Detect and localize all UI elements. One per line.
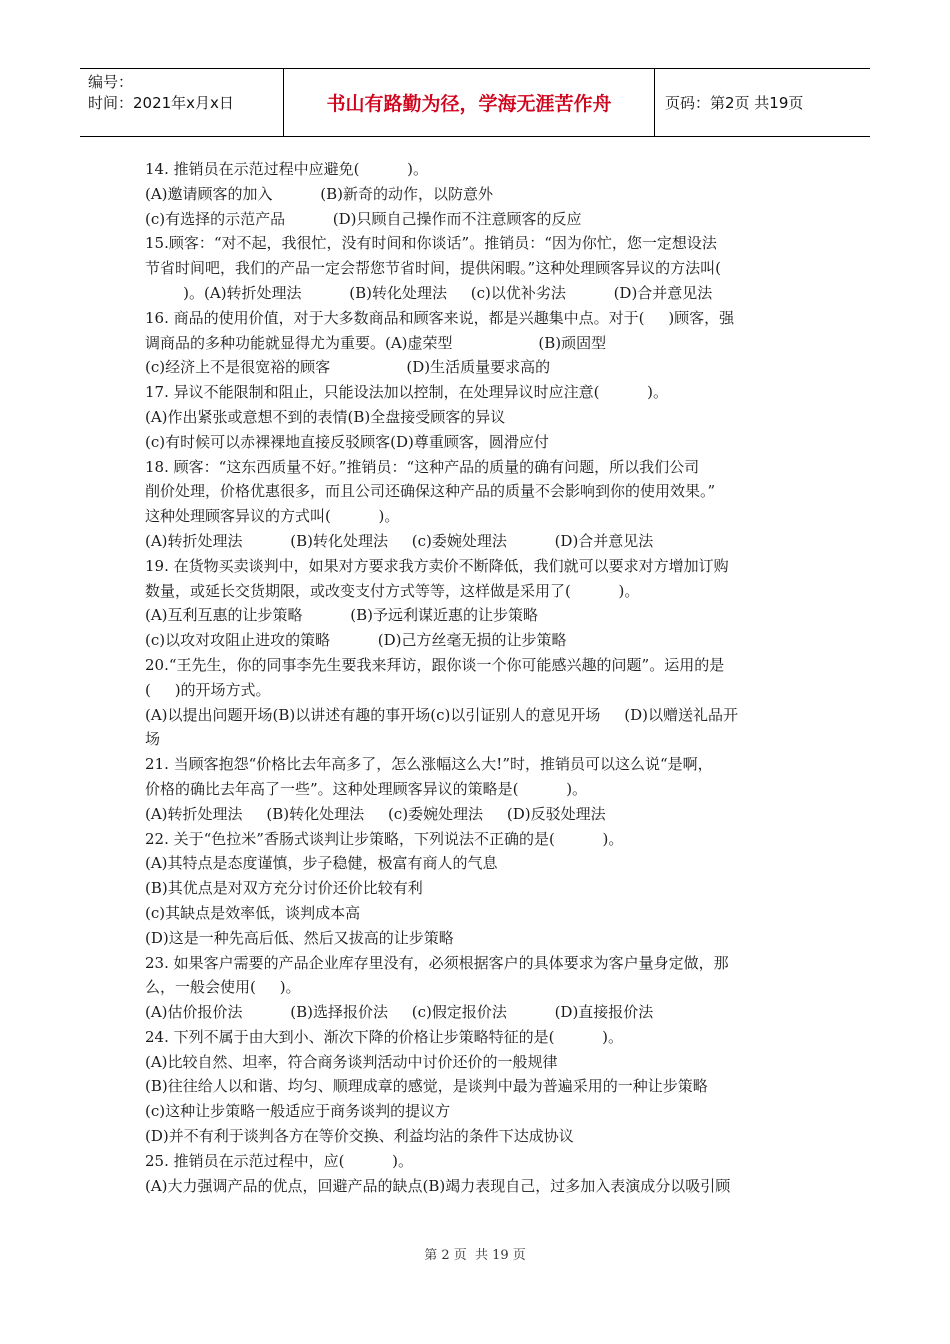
text-line: (D)这是一种先高后低、然后又拔高的让步策略 xyxy=(145,928,454,947)
text-line: 19. 在货物买卖谈判中，如果对方要求我方卖价不断降低，我们就可以要求对方增加订购 xyxy=(145,556,729,575)
text-line: (A)作出紧张或意想不到的表情(B)全盘接受顾客的异议 xyxy=(145,407,506,426)
text-line: (A)互利互惠的让步策略 (B)予远利谋近惠的让步策略 xyxy=(145,606,538,625)
date-label: 时间：2021年x月x日 xyxy=(88,94,234,112)
text-line: 20.“王先生，你的同事李先生要我来拜访，跟你谈一个你可能感兴趣的问题”。运用的是 xyxy=(145,655,725,674)
text-line: 么，一般会使用( )。 xyxy=(145,978,301,997)
text-line: (A)转折处理法 (B)转化处理法 (c)委婉处理法 (D)合并意见法 xyxy=(145,531,654,550)
text-line: ( )的开场方式。 xyxy=(145,680,271,699)
text-line: (c)以攻对攻阻止进攻的策略 (D)己方丝毫无损的让步策略 xyxy=(145,631,567,650)
text-line: 节省时间吧，我们的产品一定会帮您节省时间，提供闲暇。”这种处理顾客异议的方法叫( xyxy=(145,259,722,278)
text-line: 14. 推销员在示范过程中应避免( )。 xyxy=(145,160,429,178)
text-line: (A)转折处理法 (B)转化处理法 (c)委婉处理法 (D)反驳处理法 xyxy=(145,804,606,823)
text-line: (A)以提出问题开场(B)以讲述有趣的事开场(c)以引证别人的意见开场 (D)以赠送礼品开 xyxy=(145,705,738,724)
text-line: (A)比较自然、坦率，符合商务谈判活动中讨价还价的一般规律 xyxy=(145,1052,558,1071)
text-line: 削价处理，价格优惠很多，而且公司还确保这种产品的质量不会影响到你的使用效果。” xyxy=(145,482,716,501)
text-line: 23. 如果客户需要的产品企业库存里没有，必须根据客户的具体要求为客户量身定做，那 xyxy=(145,953,729,972)
text-line: (D)并不有利于谈判各方在等价交换、利益均沾的条件下达成协议 xyxy=(145,1127,574,1146)
text-line: (B)其优点是对双方充分讨价还价比较有利 xyxy=(145,879,423,898)
text-line: (c)这种让步策略一般适应于商务谈判的提议方 xyxy=(145,1102,451,1121)
text-line: (c)经济上不是很宽裕的顾客 (D)生活质量要求高的 xyxy=(145,358,551,377)
text-line: (A)大力强调产品的优点，回避产品的缺点(B)竭力表现自己，过多加入表演成分以吸引顾 xyxy=(145,1176,731,1195)
text-line: 22. 关于“色拉米”香肠式谈判让步策略，下列说法不正确的是( )。 xyxy=(145,829,624,848)
text-line: 价格的确比去年高了一些”。这种处理顾客异议的策略是( )。 xyxy=(145,779,588,798)
text-line: 调商品的多种功能就显得尤为重要。(A)虚荣型 (B)顽固型 xyxy=(145,333,607,352)
text-line: (A)其特点是态度谨慎，步子稳健，极富有商人的气息 xyxy=(145,854,498,873)
text-line: (B)往往给人以和谐、均匀、顺理成章的感觉，是谈判中最为普遍采用的一种让步策略 xyxy=(145,1077,708,1096)
text-line: 25. 推销员在示范过程中，应( )。 xyxy=(145,1151,414,1170)
text-line: )。(A)转折处理法 (B)转化处理法 (c)以优补劣法 (D)合并意见法 xyxy=(145,283,713,302)
text-line: 17. 异议不能限制和阻止，只能设法加以控制，在处理异议时应注意( )。 xyxy=(145,383,669,402)
header-motto: 书山有路勤为径，学海无涯苦作舟 xyxy=(283,69,655,136)
text-line: (A)邀请顾客的加入 (B)新奇的动作，以防意外 xyxy=(145,184,493,203)
page-header xyxy=(80,68,870,137)
text-line: (c)有选择的示范产品 (D)只顾自己操作而不注意顾客的反应 xyxy=(145,209,582,228)
text-line: 场 xyxy=(145,730,161,749)
text-line: 数量，或延长交货期限，或改变支付方式等等，这样做是采用了( )。 xyxy=(145,581,640,600)
text-line: 这种处理顾客异议的方式叫( )。 xyxy=(145,507,400,526)
question-list xyxy=(145,157,810,1198)
header-page-label: 页码：第2页 共19页 xyxy=(665,94,804,112)
text-line: (c)有时候可以赤裸裸地直接反驳顾客(D)尊重顾客，圆滑应付 xyxy=(145,432,549,451)
text-line: 24. 下列不属于由大到小、渐次下降的价格让步策略特征的是( )。 xyxy=(145,1027,624,1046)
text-line: (A)估价报价法 (B)选择报价法 (c)假定报价法 (D)直接报价法 xyxy=(145,1003,654,1022)
text-line: 16. 商品的使用价值，对于大多数商品和顾客来说，都是兴趣集中点。对于( )顾客，强 xyxy=(145,308,735,327)
page-footer: 第 2 页 共 19 页 xyxy=(424,1248,526,1263)
code-label: 编号： xyxy=(88,73,134,91)
text-line: 21. 当顾客抱怨“价格比去年高多了，怎么涨幅这么大!”时，推销员可以这么说“是啊， xyxy=(145,755,713,774)
header-meta xyxy=(80,69,283,136)
text-line: 18. 顾客：“这东西质量不好。”推销员：“这种产品的质量的确有问题，所以我们公司 xyxy=(145,457,700,476)
text-line: 15.顾客：“对不起，我很忙，没有时间和你谈话”。推销员：“因为你忙，您一定想设法 xyxy=(145,234,717,253)
text-line: (c)其缺点是效率低，谈判成本高 xyxy=(145,903,361,922)
